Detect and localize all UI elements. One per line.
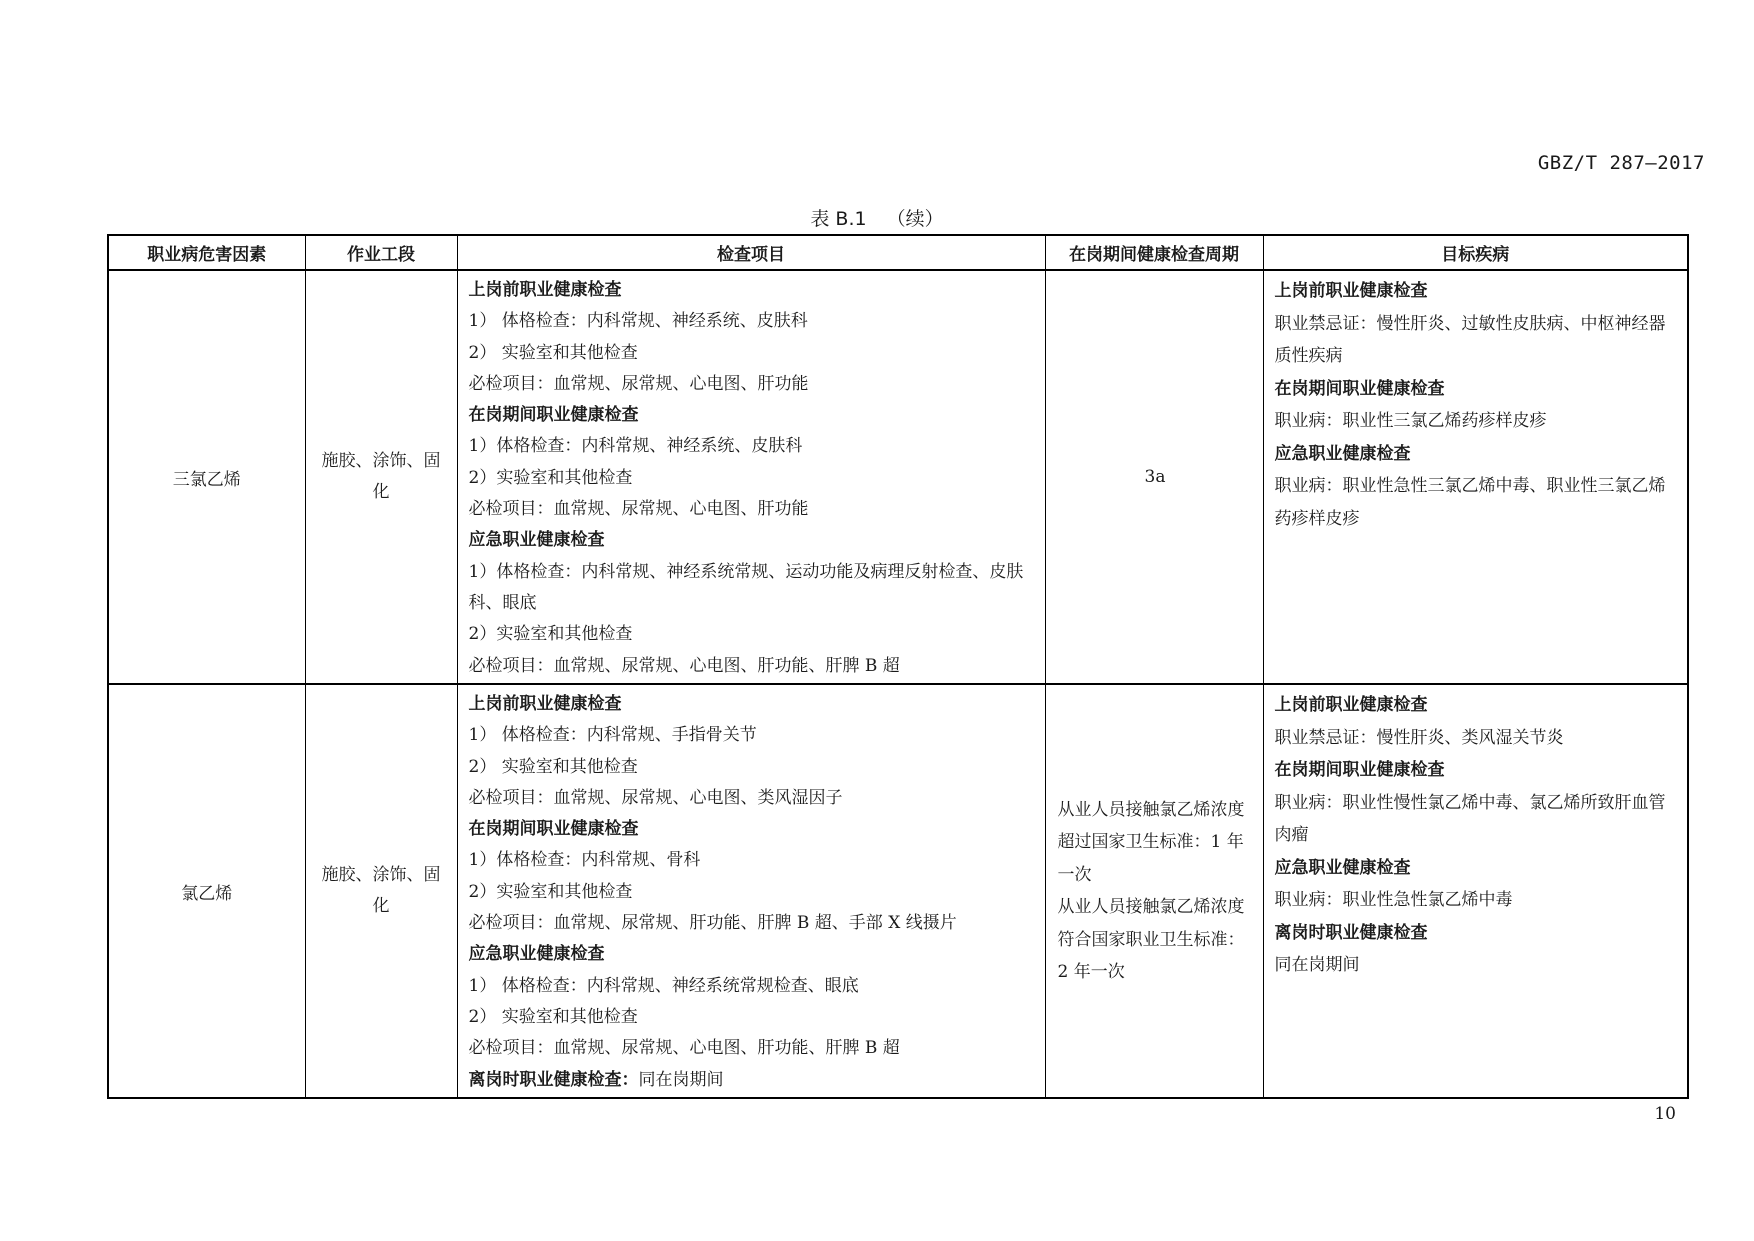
section-heading-text: 在岗期间职业健康检查	[1274, 378, 1445, 399]
list-item	[469, 752, 1035, 783]
list-item-text: 1） 体格检查：内科常规、神经系统、皮肤科	[468, 311, 808, 332]
section-heading-text: 上岗前职业健康检查	[468, 280, 622, 300]
list-item	[1275, 722, 1678, 755]
stage-cell: 施胶、涂饰、固化	[305, 684, 457, 1098]
list-item-text: 职业禁忌证：慢性肝炎、类风湿关节炎	[1274, 727, 1564, 748]
stage-cell: 施胶、涂饰、固化	[305, 270, 457, 684]
column-header-period: 在岗期间健康检查周期	[1045, 235, 1263, 270]
section-heading-text: 上岗前职业健康检查	[468, 694, 622, 714]
list-item	[469, 557, 1035, 620]
list-item	[469, 845, 1035, 876]
column-header-targets: 目标疾病	[1263, 235, 1688, 270]
section-heading	[1275, 852, 1678, 885]
list-item-text: 职业病：职业性三氯乙烯药疹样皮疹	[1274, 411, 1547, 431]
items-cell	[457, 684, 1045, 1098]
table-title	[0, 204, 1754, 231]
list-item-text: 2）实验室和其他检查	[468, 624, 633, 645]
section-heading-text: 应急职业健康检查	[468, 530, 605, 551]
period-cell	[1045, 684, 1263, 1098]
section-heading	[469, 689, 1035, 720]
list-item	[1275, 308, 1678, 373]
section-heading-text: 离岗时职业健康检查：	[468, 1069, 639, 1090]
section-heading	[469, 814, 1035, 845]
list-item-text: 1）体格检查：内科常规、神经系统、皮肤科	[468, 436, 803, 457]
section-heading-text: 在岗期间职业健康检查	[468, 405, 639, 426]
list-item-text: 必检项目：血常规、尿常规、心电图、肝功能	[468, 373, 809, 394]
list-item-text: 2）实验室和其他检查	[468, 467, 633, 488]
list-item	[469, 431, 1035, 462]
list-item	[1275, 470, 1678, 535]
period-line: 从业人员接触氯乙烯浓度超过国家卫生标准：1 年一次	[1057, 799, 1245, 885]
list-item	[1275, 787, 1678, 852]
section-heading-text: 在岗期间职业健康检查	[468, 819, 639, 840]
period-line: 3a	[1144, 466, 1166, 487]
column-header-items: 检查项目	[457, 235, 1045, 270]
section-heading	[1275, 754, 1678, 787]
list-item	[1275, 405, 1678, 438]
section-heading	[469, 400, 1035, 431]
targets-cell	[1263, 270, 1688, 684]
list-item	[469, 338, 1035, 369]
section-heading	[1275, 917, 1678, 950]
list-item-text: 2）实验室和其他检查	[468, 881, 633, 902]
list-item	[469, 720, 1035, 751]
list-item	[469, 463, 1035, 494]
column-header-factor: 职业病危害因素	[108, 235, 305, 270]
list-item-text: 必检项目：血常规、尿常规、心电图、肝功能	[468, 499, 809, 520]
section-heading-text: 上岗前职业健康检查	[1274, 695, 1428, 715]
section-heading-text: 在岗期间职业健康检查	[1274, 760, 1445, 780]
factor-cell: 三氯乙烯	[108, 270, 305, 684]
list-item-text: 1） 体格检查：内科常规、手指骨关节	[468, 725, 757, 746]
list-item-text: 必检项目：血常规、尿常规、心电图、肝功能、肝脾 B 超	[468, 1038, 900, 1059]
section-heading-text: 上岗前职业健康检查	[1274, 281, 1428, 301]
list-item-text: 必检项目：血常规、尿常规、肝功能、肝脾 B 超、手部 X 线摄片	[468, 913, 957, 934]
factor-cell: 氯乙烯	[108, 684, 305, 1098]
section-heading	[469, 939, 1035, 970]
list-item-text: 2） 实验室和其他检查	[468, 342, 638, 363]
page-number: 10	[1654, 1104, 1676, 1124]
list-item	[1275, 949, 1678, 982]
list-item-text: 2） 实验室和其他检查	[468, 756, 638, 777]
list-item-text: 职业病：职业性慢性氯乙烯中毒、氯乙烯所致肝血管肉瘤	[1274, 792, 1666, 845]
list-item-text: 2） 实验室和其他检查	[468, 1006, 638, 1027]
section-heading	[1275, 689, 1678, 722]
list-item-text: 职业病：职业性急性氯乙烯中毒	[1274, 890, 1513, 910]
list-item	[469, 971, 1035, 1002]
table-header-row	[108, 235, 1688, 270]
period-cell	[1045, 270, 1263, 684]
list-item	[469, 619, 1035, 650]
section-heading-suffix: 同在岗期间	[638, 1069, 724, 1090]
section-heading	[469, 1065, 1035, 1096]
list-item	[469, 1033, 1035, 1064]
section-heading-text: 应急职业健康检查	[468, 944, 605, 965]
list-item	[469, 651, 1035, 682]
table-title-continued: （续）	[886, 208, 944, 230]
section-heading-text: 应急职业健康检查	[1274, 443, 1411, 464]
table-row	[108, 270, 1688, 684]
list-item-text: 职业禁忌证：慢性肝炎、过敏性皮肤病、中枢神经器质性疾病	[1274, 313, 1666, 366]
list-item-text: 必检项目：血常规、尿常规、心电图、肝功能、肝脾 B 超	[468, 655, 900, 676]
section-heading-text: 离岗时职业健康检查	[1274, 922, 1428, 943]
table-row	[108, 684, 1688, 1098]
section-heading	[1275, 275, 1678, 308]
list-item-text: 1） 体格检查：内科常规、神经系统常规检查、眼底	[468, 975, 859, 996]
items-cell	[457, 270, 1045, 684]
table-title-label: 表 B.1	[810, 208, 867, 230]
list-item-text: 同在岗期间	[1274, 955, 1360, 975]
standard-code: GBZ/T 287—2017	[1537, 152, 1705, 174]
section-heading-text: 应急职业健康检查	[1274, 857, 1411, 878]
list-item-text: 1）体格检查：内科常规、神经系统常规、运动功能及病理反射检查、皮肤科、眼底	[468, 561, 1024, 613]
list-item-text: 职业病：职业性急性三氯乙烯中毒、职业性三氯乙烯药疹样皮疹	[1274, 476, 1666, 529]
section-heading	[1275, 438, 1678, 471]
list-item	[469, 783, 1035, 814]
period-line: 从业人员接触氯乙烯浓度符合国家职业卫生标准：2 年一次	[1057, 897, 1245, 982]
list-item	[469, 1002, 1035, 1033]
list-item	[469, 877, 1035, 908]
list-item-text: 必检项目：血常规、尿常规、心电图、类风湿因子	[468, 787, 843, 808]
health-check-table	[107, 234, 1689, 1099]
list-item-text: 1）体格检查：内科常规、骨科	[468, 850, 701, 871]
section-heading	[469, 275, 1035, 306]
list-item	[469, 369, 1035, 400]
targets-cell	[1263, 684, 1688, 1098]
section-heading	[1275, 373, 1678, 406]
list-item	[469, 908, 1035, 939]
list-item	[1275, 884, 1678, 917]
list-item	[469, 306, 1035, 337]
column-header-stage: 作业工段	[305, 235, 457, 270]
list-item	[469, 494, 1035, 525]
section-heading	[469, 525, 1035, 556]
